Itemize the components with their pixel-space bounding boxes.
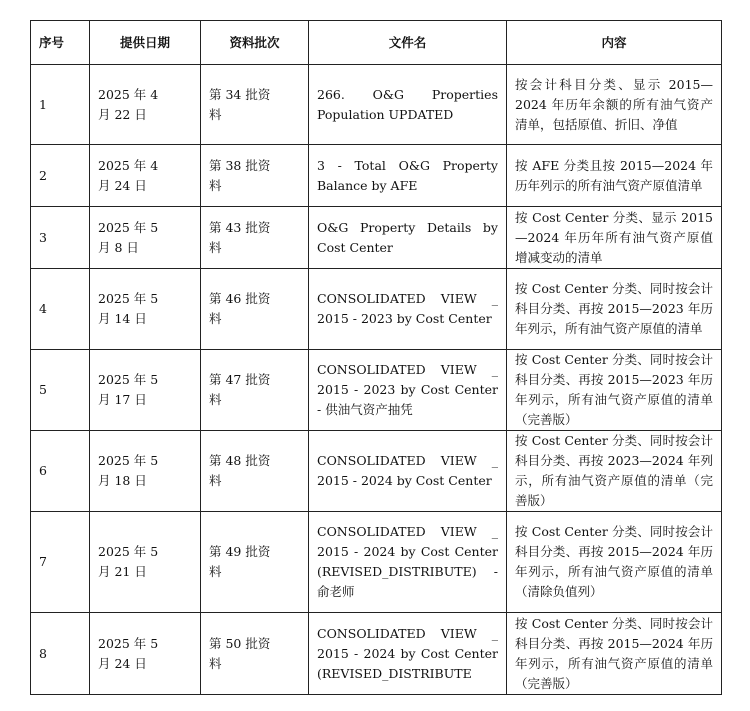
cell-filename: CONSOLIDATED VIEW _ 2015 - 2024 by Cost Center (REVISED_DISTRIBUTE) - 俞老师	[309, 512, 507, 613]
cell-date: 2025 年 5 月 8 日	[90, 207, 201, 269]
table-row	[31, 512, 722, 613]
table-row	[31, 431, 722, 512]
cell-date: 2025 年 5 月 24 日	[90, 613, 201, 695]
cell-date: 2025 年 4 月 22 日	[90, 65, 201, 145]
cell-no: 5	[31, 350, 90, 431]
cell-date: 2025 年 5 月 17 日	[90, 350, 201, 431]
cell-content: 按 AFE 分类且按 2015—2024 年历年列示的所有油气资产原值清单	[507, 145, 722, 207]
header-content: 内容	[507, 21, 722, 65]
table-header-row	[31, 21, 722, 65]
cell-no: 1	[31, 65, 90, 145]
cell-batch: 第 38 批资料	[201, 145, 309, 207]
cell-batch: 第 50 批资料	[201, 613, 309, 695]
document-table	[30, 20, 722, 695]
cell-no: 4	[31, 269, 90, 350]
cell-filename: CONSOLIDATED VIEW _ 2015 - 2024 by Cost Center (REVISED_DISTRIBUTE	[309, 613, 507, 695]
cell-filename: 266. O&G Properties Population UPDATED	[309, 65, 507, 145]
cell-content: 按会计科目分类、显示 2015—2024 年历年余额的所有油气资产清单，包括原值、折旧、净值	[507, 65, 722, 145]
cell-content: 按 Cost Center 分类、显示 2015—2024 年历年所有油气资产原值增减变动的清单	[507, 207, 722, 269]
cell-batch: 第 49 批资料	[201, 512, 309, 613]
cell-date: 2025 年 4 月 24 日	[90, 145, 201, 207]
cell-date: 2025 年 5 月 14 日	[90, 269, 201, 350]
cell-content: 按 Cost Center 分类、同时按会计科目分类、再按 2015—2024 年历年列示，所有油气资产原值的清单（完善版）	[507, 613, 722, 695]
cell-content: 按 Cost Center 分类、同时按会计科目分类、再按 2015—2023 年历年列示，所有油气资产原值的清单	[507, 269, 722, 350]
table-row	[31, 350, 722, 431]
header-batch: 资料批次	[201, 21, 309, 65]
cell-content: 按 Cost Center 分类、同时按会计科目分类、再按 2015—2023 年历年列示，所有油气资产原值的清单（完善版）	[507, 350, 722, 431]
cell-content: 按 Cost Center 分类、同时按会计科目分类、再按 2023—2024 年列示，所有油气资产原值的清单（完善版）	[507, 431, 722, 512]
cell-no: 6	[31, 431, 90, 512]
header-no: 序号	[31, 21, 90, 65]
header-filename: 文件名	[309, 21, 507, 65]
table-row	[31, 145, 722, 207]
cell-content: 按 Cost Center 分类、同时按会计科目分类、再按 2015—2024 年历年列示，所有油气资产原值的清单（清除负值列）	[507, 512, 722, 613]
table-row	[31, 613, 722, 695]
cell-date: 2025 年 5 月 18 日	[90, 431, 201, 512]
cell-filename: CONSOLIDATED VIEW _ 2015 - 2024 by Cost Center	[309, 431, 507, 512]
table-row	[31, 207, 722, 269]
cell-batch: 第 46 批资料	[201, 269, 309, 350]
cell-no: 8	[31, 613, 90, 695]
cell-filename: 3 - Total O&G Property Balance by AFE	[309, 145, 507, 207]
table-row	[31, 65, 722, 145]
cell-filename: CONSOLIDATED VIEW _ 2015 - 2023 by Cost Center - 供油气资产抽凭	[309, 350, 507, 431]
cell-no: 2	[31, 145, 90, 207]
cell-no: 3	[31, 207, 90, 269]
cell-batch: 第 48 批资料	[201, 431, 309, 512]
table-row	[31, 269, 722, 350]
cell-batch: 第 47 批资料	[201, 350, 309, 431]
header-date: 提供日期	[90, 21, 201, 65]
cell-no: 7	[31, 512, 90, 613]
cell-batch: 第 43 批资料	[201, 207, 309, 269]
cell-batch: 第 34 批资料	[201, 65, 309, 145]
cell-filename: O&G Property Details by Cost Center	[309, 207, 507, 269]
cell-filename: CONSOLIDATED VIEW _ 2015 - 2023 by Cost Center	[309, 269, 507, 350]
cell-date: 2025 年 5 月 21 日	[90, 512, 201, 613]
